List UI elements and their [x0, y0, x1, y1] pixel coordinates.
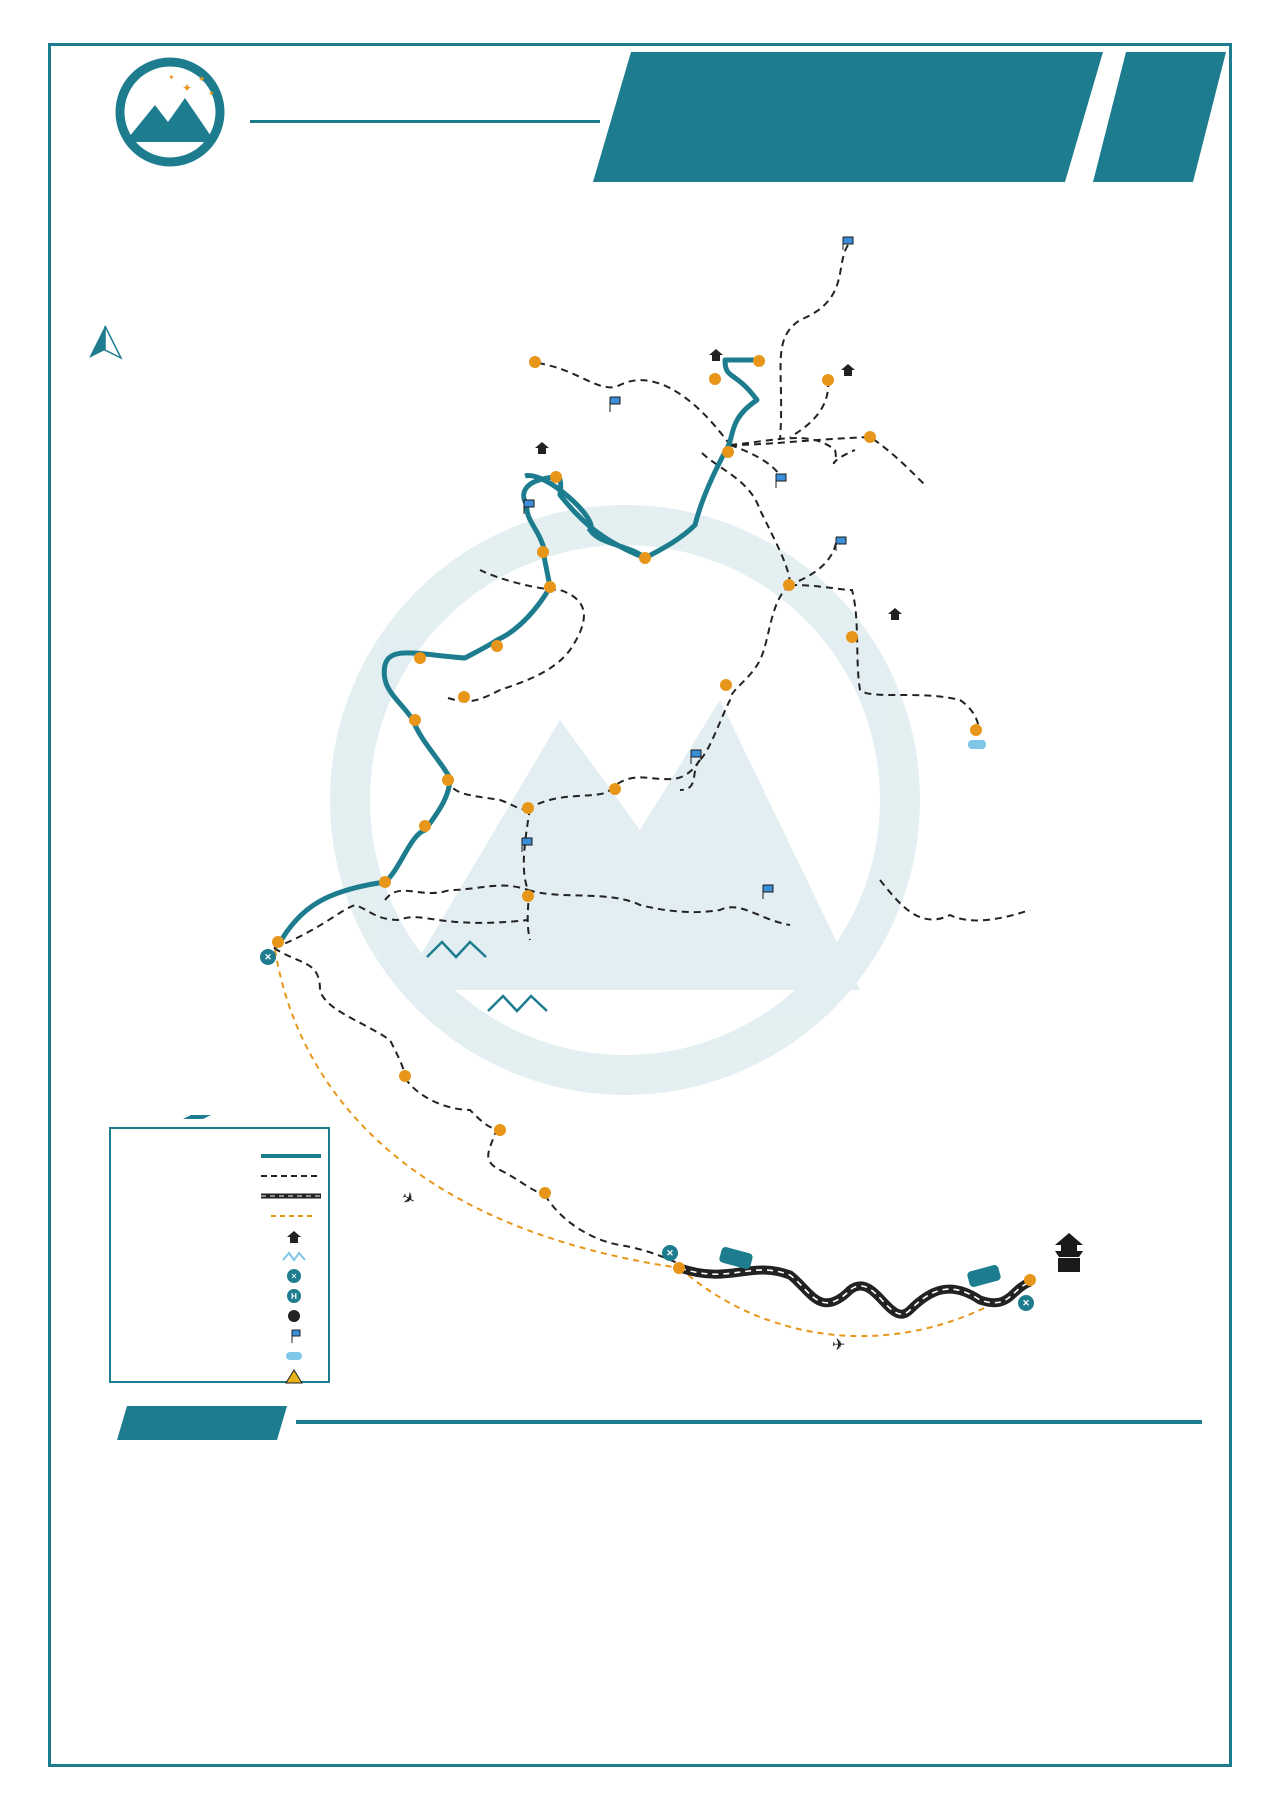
main-trail-symbol — [261, 1147, 321, 1165]
svg-text:✦: ✦ — [182, 81, 193, 95]
monastery-icons — [535, 349, 902, 620]
legend-row-main-trail — [121, 1147, 321, 1165]
lake-icon — [261, 1347, 321, 1365]
secondary-trails — [274, 245, 1030, 1264]
legend-row-pass — [121, 1327, 321, 1345]
day-dot-icon — [261, 1307, 321, 1325]
svg-text:✕: ✕ — [264, 952, 272, 962]
air-routes — [275, 950, 1030, 1336]
svg-text:✈: ✈ — [832, 1337, 846, 1354]
svg-text:✕: ✕ — [1022, 1298, 1030, 1308]
legend-panel — [109, 1127, 330, 1383]
svg-text:✕: ✕ — [666, 1248, 674, 1258]
watermark — [350, 525, 900, 1075]
legend-row-days — [121, 1307, 321, 1325]
legend-row-air-route — [121, 1207, 321, 1225]
svg-text:✦: ✦ — [208, 89, 215, 98]
svg-text:✦: ✦ — [198, 74, 206, 84]
legend-row-peak — [121, 1247, 321, 1265]
altitude-chart-title — [117, 1406, 287, 1440]
lake-icon — [968, 740, 986, 749]
air-route-symbol — [261, 1207, 321, 1225]
svg-text:✕: ✕ — [290, 1272, 298, 1281]
road-symbol — [261, 1187, 321, 1205]
legend-row-base-camp — [121, 1367, 321, 1385]
legend-row-helipad — [121, 1287, 321, 1305]
secondary-trail-symbol — [261, 1167, 321, 1185]
legend-row-monastery — [121, 1227, 321, 1245]
base-camp-icon — [261, 1367, 321, 1385]
peak-icon — [261, 1247, 321, 1265]
svg-text:✈: ✈ — [398, 1188, 419, 1211]
svg-text:✦: ✦ — [168, 73, 175, 82]
monastery-icon — [261, 1227, 321, 1245]
altitude-chart — [0, 1450, 1280, 1770]
pass-flag-icon — [261, 1327, 321, 1345]
legend-row-airport — [121, 1267, 321, 1285]
svg-text:H: H — [291, 1292, 297, 1301]
legend-row-secondary-trail — [121, 1167, 321, 1185]
legend-row-lake — [121, 1347, 321, 1365]
legend-row-road — [121, 1187, 321, 1205]
airport-symbol — [264, 952, 1030, 1308]
altitude-chart-rule — [296, 1420, 1202, 1424]
helipad-icon — [261, 1287, 321, 1305]
kathmandu-monastery-icon — [1055, 1233, 1083, 1272]
airport-icon — [261, 1267, 321, 1285]
airport-icons — [260, 949, 1034, 1311]
north-compass-icon — [89, 326, 121, 358]
